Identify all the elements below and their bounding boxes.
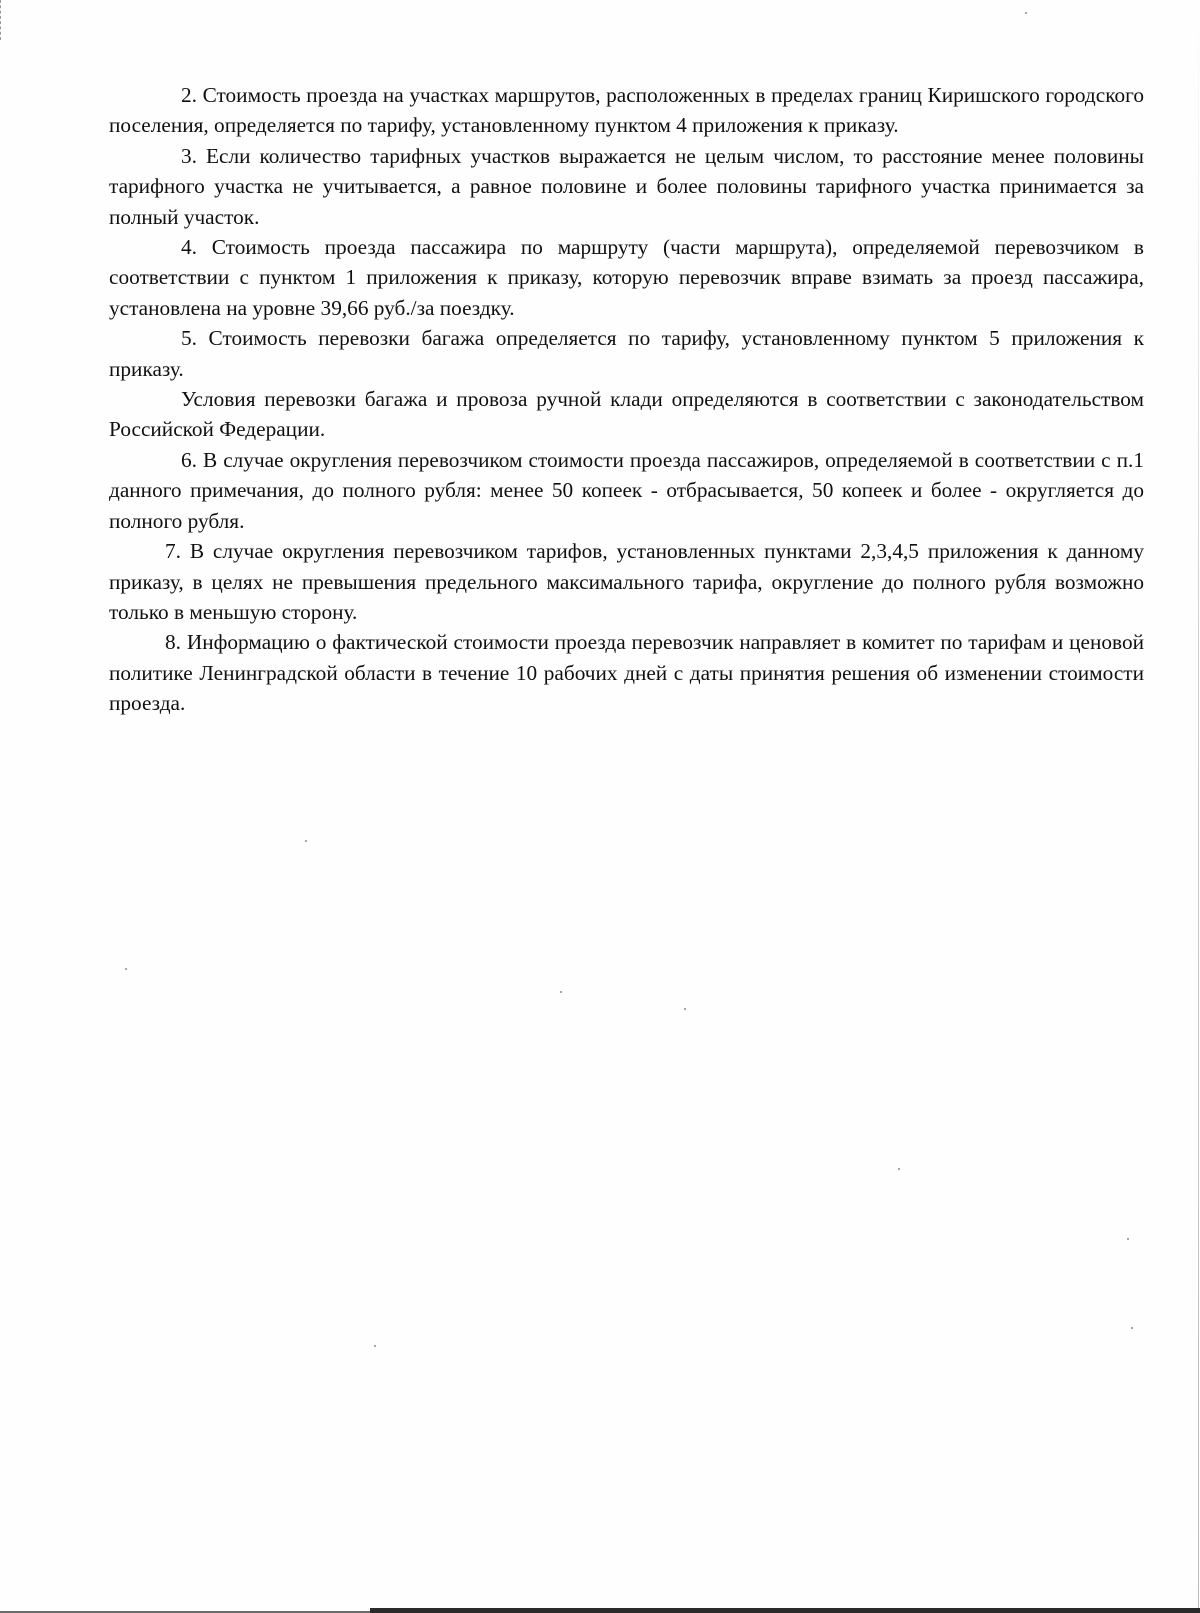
paragraph-6: 6. В случае округления перевозчиком стоимости проезда пассажиров, определяемой в соответствии с п.1 данного примечания, до полного рубля: менее 50 копеек - отбрасывается, 50 копеек и более - округляется до полного рубля. xyxy=(109,447,1144,533)
paragraph-baggage-conditions: Условия перевозки багажа и провоза ручной клади определяются в соответствии с законодательством Российской Федерации. xyxy=(109,387,1144,442)
scan-speck xyxy=(1131,1327,1133,1329)
scan-speck xyxy=(374,1345,376,1347)
scan-speck xyxy=(125,968,127,970)
paragraph-5: 5. Стоимость перевозки багажа определяется по тарифу, установленному пунктом 5 приложения к приказу. xyxy=(109,326,1144,381)
scan-speck xyxy=(684,1008,686,1010)
scan-speck xyxy=(1025,12,1027,14)
paragraph-7: 7. В случае округления перевозчиком тарифов, установленных пунктами 2,3,4,5 приложения к данному приказу, в целях не превышения предельного максимального тарифа, округление до полного рубля возможно только в меньшую сторону. xyxy=(109,539,1144,624)
scan-edge-shadow xyxy=(1198,0,1199,1613)
document-body xyxy=(109,80,1144,719)
paragraph-8: 8. Информацию о фактической стоимости проезда перевозчик направляет в комитет по тарифам и ценовой политике Ленинградской области в течение 10 рабочих дней с даты принятия решения об изменении стоимости проезда. xyxy=(109,630,1144,716)
scan-speck xyxy=(1127,1238,1129,1240)
paragraph-3: 3. Если количество тарифных участков выражается не целым числом, то расстояние менее половины тарифного участка не учитывается, а равное половине и более половины тарифного участка принимается за полный участок. xyxy=(109,143,1144,229)
scan-edge-mark xyxy=(0,0,4,40)
scan-speck xyxy=(560,991,562,993)
scan-speck xyxy=(898,1168,900,1170)
scan-bottom-shadow xyxy=(370,1608,1200,1613)
scan-speck xyxy=(305,840,307,842)
paragraph-2: 2. Стоимость проезда на участках маршрутов, расположенных в пределах границ Киришского городского поселения, определяется по тарифу, установленному пунктом 4 приложения к приказу. xyxy=(109,83,1144,138)
paragraph-4: 4. Стоимость проезда пассажира по маршруту (части маршрута), определяемой перевозчиком в соответствии с пунктом 1 приложения к приказу, которую перевозчик вправе взимать за проезд пассажира, установлена на уровне 39,66 руб./за поездку. xyxy=(109,235,1144,320)
